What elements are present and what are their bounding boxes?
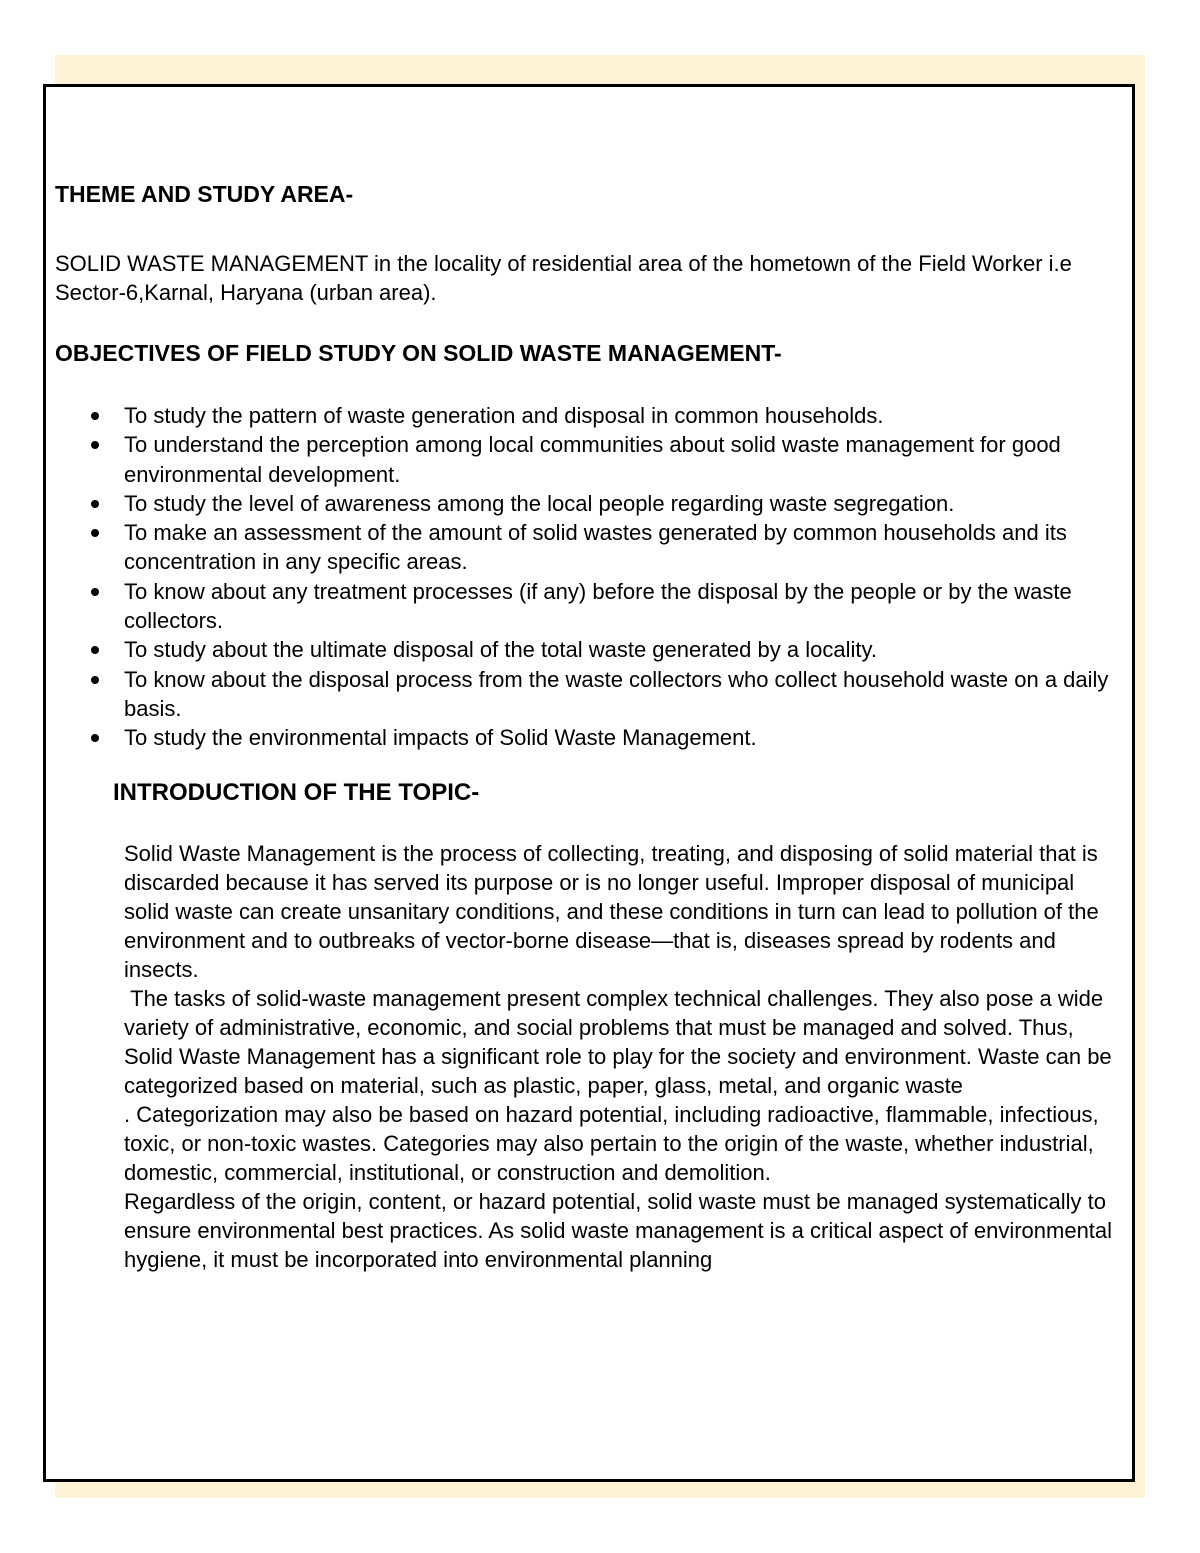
theme-heading: THEME AND STUDY AREA- [55,181,354,207]
objectives-heading: OBJECTIVES OF FIELD STUDY ON SOLID WASTE MANAGEMENT- [55,340,782,366]
document-frame [43,84,1135,1482]
bullet-icon [91,529,99,537]
bullet-icon [91,734,99,742]
document-content [46,87,1132,1479]
bullet-icon [91,588,99,596]
introduction-paragraph: Regardless of the origin, content, or hazard potential, solid waste must be managed systematically to ensure environmental best practices. As solid waste management is a critical aspect of environmental hygiene, it must be incorporated into environmental planning [124,1189,1113,1272]
bullet-icon [91,500,99,508]
objective-item: To know about any treatment processes (if any) before the disposal by the people or by the waste collectors. [83,577,1123,636]
introduction-body [124,839,1124,1274]
objective-item: To study the pattern of waste generation and disposal in common households. [83,401,1123,430]
objective-item: To study the level of awareness among the local people regarding waste segregation. [83,489,1123,518]
objective-item: To study about the ultimate disposal of the total waste generated by a locality. [83,635,1123,664]
bullet-icon [91,646,99,654]
bullet-icon [91,441,99,449]
objective-item: To make an assessment of the amount of solid wastes generated by common households and its concentration in any specific areas. [83,518,1123,577]
introduction-heading: INTRODUCTION OF THE TOPIC- [113,779,480,806]
bullet-icon [91,412,99,420]
objective-item: To study the environmental impacts of Solid Waste Management. [83,723,1123,752]
theme-text: SOLID WASTE MANAGEMENT in the locality of residential area of the hometown of the Field Worker i.e Sector-6,Karnal, Haryana (urban area). [55,251,1072,305]
objectives-list [83,401,1123,753]
introduction-paragraph: . Categorization may also be based on hazard potential, including radioactive, flammable, infectious, toxic, or non-toxic wastes. Categories may also pertain to the origin of the waste, whether industrial, domestic, commercial, institutional, or construction and demolition. [124,1102,1099,1185]
introduction-paragraph: The tasks of solid-waste management present complex technical challenges. They also pose a wide variety of administrative, economic, and social problems that must be managed and solved. Thus, Solid Waste Management has a significant role to play for the society and environment. Waste can be categorized based on material, such as plastic, paper, glass, metal, and organic waste [124,986,1118,1098]
objective-item: To know about the disposal process from the waste collectors who collect household waste on a daily basis. [83,665,1123,724]
bullet-icon [91,676,99,684]
introduction-paragraph: Solid Waste Management is the process of collecting, treating, and disposing of solid material that is discarded because it has served its purpose or is no longer useful. Improper disposal of municipal solid waste can create unsanitary conditions, and these conditions in turn can lead to pollution of the environment and to outbreaks of vector-borne disease—that is, diseases spread by rodents and insects. [124,841,1099,982]
objective-item: To understand the perception among local communities about solid waste management for good environmental development. [83,430,1123,489]
